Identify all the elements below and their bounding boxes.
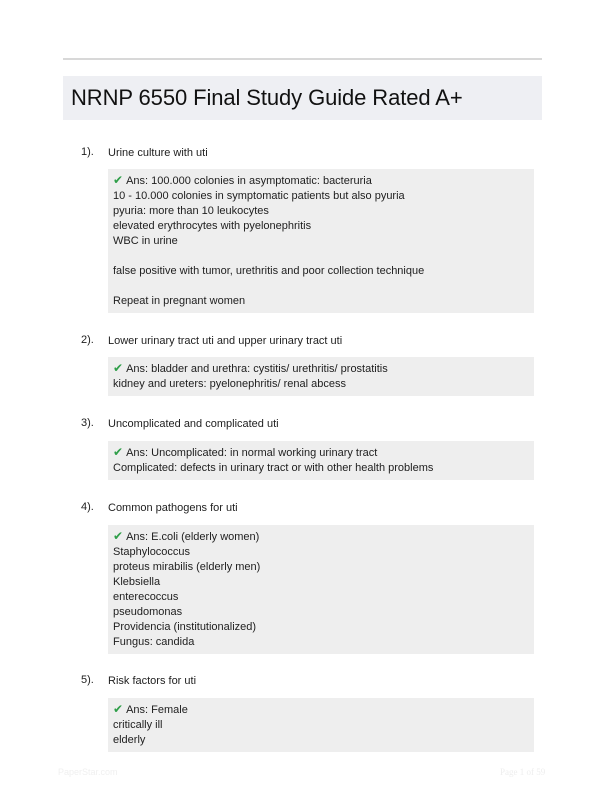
question-number: 5). — [81, 674, 94, 686]
answer-box — [108, 441, 534, 480]
answer-line: kidney and ureters: pyelonephritis/ renal abcess — [113, 378, 346, 390]
answer-box — [108, 169, 534, 313]
answer-line: Repeat in pregnant women — [113, 295, 246, 307]
checkmark-icon: ✔ — [113, 529, 124, 543]
answer-line: WBC in urine — [113, 235, 178, 247]
answer-line: enterecoccus — [113, 591, 179, 603]
answer-line: 10 - 10.000 colonies in symptomatic patients but also pyuria — [113, 190, 405, 202]
answer-line: ✔ Ans: Uncomplicated: in normal working urinary tract — [113, 445, 378, 459]
answer-box — [108, 357, 534, 396]
answer-box — [108, 698, 534, 752]
title-banner — [63, 76, 542, 120]
question-number: 4). — [81, 501, 94, 513]
question-text: Common pathogens for uti — [108, 502, 238, 514]
question-number: 3). — [81, 417, 94, 429]
checkmark-icon: ✔ — [113, 702, 124, 716]
answer-line: Fungus: candida — [113, 636, 195, 648]
answer-line: elderly — [113, 734, 146, 746]
answer-line — [113, 279, 528, 294]
question-number: 2). — [81, 334, 94, 346]
question-number: 1). — [81, 146, 94, 158]
question-text: Urine culture with uti — [108, 147, 208, 159]
answer-line: pseudomonas — [113, 606, 183, 618]
checkmark-icon: ✔ — [113, 361, 124, 375]
question-text: Lower urinary tract uti and upper urinary tract uti — [108, 335, 343, 347]
answer-line: false positive with tumor, urethritis and poor collection technique — [113, 265, 425, 277]
answer-line: Complicated: defects in urinary tract or with other health problems — [113, 462, 434, 474]
question-text: Uncomplicated and complicated uti — [108, 418, 279, 430]
checkmark-icon: ✔ — [113, 173, 124, 187]
page-indicator: Page 1 of 59 — [500, 767, 546, 777]
answer-line — [113, 249, 528, 264]
answer-line: ✔ Ans: E.coli (elderly women) — [113, 529, 260, 543]
answer-line: ✔ Ans: 100.000 colonies in asymptomatic: bacteruria — [113, 173, 372, 187]
document-title: NRNP 6550 Final Study Guide Rated A+ — [71, 85, 463, 110]
answer-line: elevated erythrocytes with pyelonephritis — [113, 220, 312, 232]
answer-line: ✔ Ans: Female — [113, 702, 188, 716]
footer-watermark: PaperStar.com — [58, 767, 118, 777]
answer-line: pyuria: more than 10 leukocytes — [113, 205, 269, 217]
answer-line: ✔ Ans: bladder and urethra: cystitis/ urethritis/ prostatitis — [113, 361, 388, 375]
top-divider — [63, 58, 542, 60]
question-text: Risk factors for uti — [108, 675, 197, 687]
answer-line: proteus mirabilis (elderly men) — [113, 561, 261, 573]
answer-line: Providencia (institutionalized) — [113, 621, 257, 633]
answer-line: Klebsiella — [113, 576, 161, 588]
answer-line: critically ill — [113, 719, 163, 731]
answer-box — [108, 525, 534, 654]
checkmark-icon: ✔ — [113, 445, 124, 459]
answer-line: Staphylococcus — [113, 546, 191, 558]
